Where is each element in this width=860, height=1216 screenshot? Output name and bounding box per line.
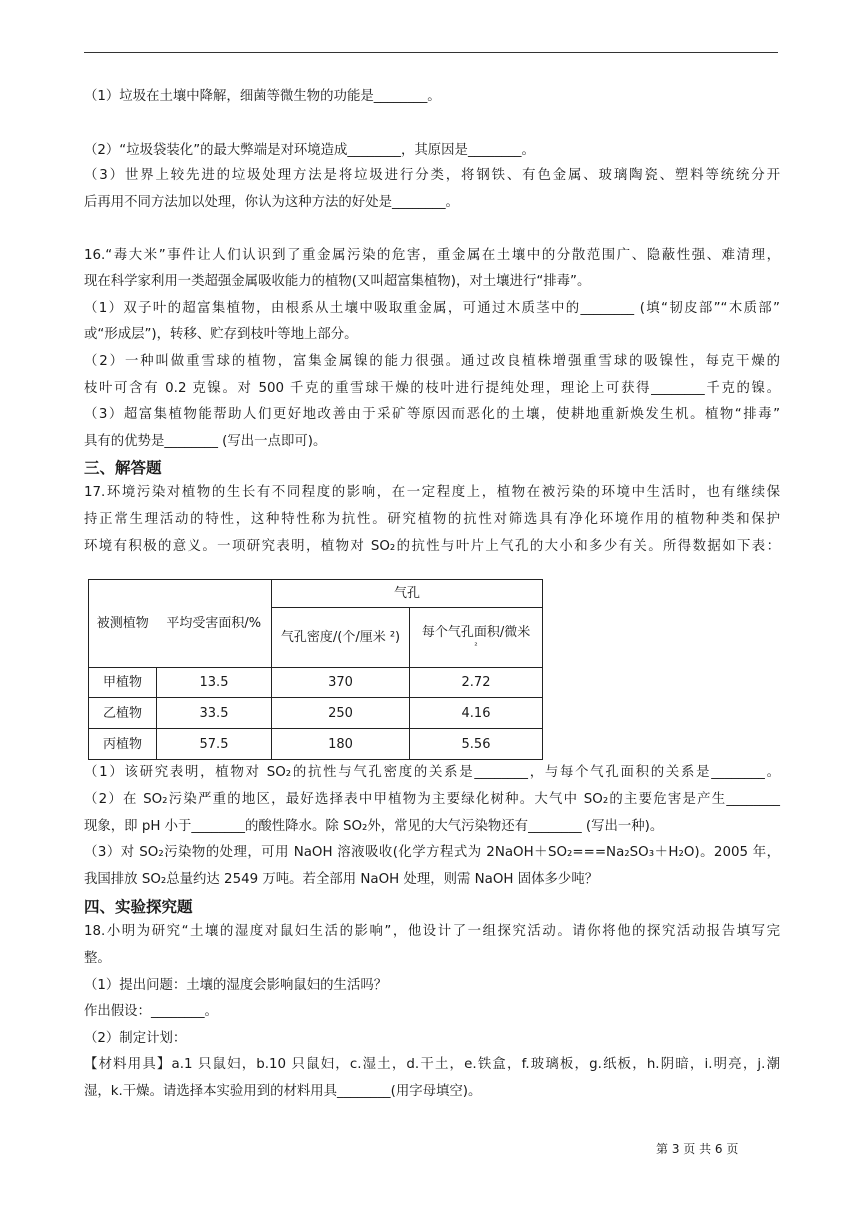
q18-materials-line2: 湿，k.干燥。请选择本实验用到的材料用具________(用字母填空)。: [84, 1084, 482, 1099]
q15-part2: （2）“垃圾袋装化”的最大弊端是对环境造成________，其原因是________。: [84, 143, 535, 158]
q17-part3-line2: 我国排放 SO₂总量约达 2549 万吨。若全部用 NaOH 处理，则需 NaOH 固体多少吨？: [84, 872, 599, 887]
header-stomata-density: 气孔密度/(个/厘米 ²): [272, 608, 410, 668]
cell-each-area: 5.56: [410, 729, 543, 760]
q17-stem-line3: 环境有积极的意义。一项研究表明，植物对 SO₂的抗性与叶片上气孔的大小和多少有关。所得数据如下表：: [84, 539, 780, 554]
cell-density: 250: [272, 698, 410, 729]
page-number: 第 3 页 共 6 页: [656, 1142, 739, 1156]
cell-each-area: 4.16: [410, 698, 543, 729]
q16-stem-line1: 16.“毒大米”事件让人们认识到了重金属污染的危害，重金属在土壤中的分散范围广、隐蔽性强、难清理，: [84, 248, 780, 263]
cell-damage-area: 13.5: [157, 668, 272, 698]
q18-materials-line1: 【材料用具】a.1 只鼠妇，b.10 只鼠妇，c.湿土，d.干土，e.铁盒，f.玻璃板，g.纸板，h.阴暗，i.明亮，j.潮: [84, 1057, 780, 1072]
cell-damage-area: 57.5: [157, 729, 272, 760]
stomata-data-table: [88, 579, 543, 760]
header-plant: 被测植物: [89, 580, 157, 668]
q18-stem-line1: 18.小明为研究“土壤的湿度对鼠妇生活的影响”，他设计了一组探究活动。请你将他的探究活动报告填写完: [84, 924, 780, 939]
q16-part2-line1: （2）一种叫做重雪球的植物，富集金属镍的能力很强。通过改良植株增强重雪球的吸镍性，每克干燥的: [84, 354, 780, 369]
q15-part3-line2: 后再用不同方法加以处理，你认为这种方法的好处是________。: [84, 195, 459, 210]
q18-stem-line2: 整。: [84, 951, 111, 966]
q17-stem-line1: 17.环境污染对植物的生长有不同程度的影响，在一定程度上，植物在被污染的环境中生活时，也有继续保: [84, 485, 780, 500]
cell-plant: 丙植物: [89, 729, 157, 760]
q17-part2-line2: 现象，即 pH 小于________的酸性降水。除 SO₂外，常见的大气污染物还有________ (写出一种)。: [84, 819, 664, 834]
cell-density: 180: [272, 729, 410, 760]
cell-plant: 乙植物: [89, 698, 157, 729]
header-damage-area: 平均受害面积/%: [157, 580, 272, 668]
header-stomata: 气孔: [272, 580, 543, 608]
header-stomata-each-area: 每个气孔面积/微米 ²: [410, 608, 543, 668]
q17-stem-line2: 持正常生理活动的特性，这种特性称为抗性。研究植物的抗性对筛选具有净化环境作用的植物种类和保护: [84, 512, 780, 527]
q16-stem-line2: 现在科学家利用一类超强金属吸收能力的植物(又叫超富集植物)，对土壤进行“排毒”。: [84, 274, 591, 289]
q15-part1: （1）垃圾在土壤中降解，细菌等微生物的功能是________。: [84, 89, 441, 104]
q16-part1-line1: （1）双子叶的超富集植物，由根系从土壤中吸取重金属，可通过木质茎中的________ (填“韧皮部”“木质部”: [84, 301, 780, 316]
q16-part3-line2: 具有的优势是________ (写出一点即可)。: [84, 434, 327, 449]
cell-density: 370: [272, 668, 410, 698]
cell-damage-area: 33.5: [157, 698, 272, 729]
table-row: [89, 668, 543, 698]
cell-plant: 甲植物: [89, 668, 157, 698]
header-rule: [84, 52, 778, 53]
section-heading-experiment: 四、实验探究题: [84, 898, 193, 916]
q15-part3-line1: （3）世界上较先进的垃圾处理方法是将垃圾进行分类，将钢铁、有色金属、玻璃陶瓷、塑料等统统分开: [84, 168, 780, 183]
q16-part2-line2: 枝叶可含有 0.2 克镍。对 500 千克的重雪球干燥的枝叶进行提纯处理，理论上可获得________千克的镍。: [84, 381, 780, 396]
table-row: [89, 698, 543, 729]
q17-part1: （1）该研究表明，植物对 SO₂的抗性与气孔密度的关系是________，与每个气孔面积的关系是________。: [84, 765, 780, 780]
q18-part2-title: （2）制定计划：: [84, 1031, 187, 1046]
section-heading-answers: 三、解答题: [84, 459, 162, 477]
table-row: [89, 729, 543, 760]
cell-each-area: 2.72: [410, 668, 543, 698]
q16-part1-line2: 或“形成层”)，转移、贮存到枝叶等地上部分。: [84, 327, 358, 342]
q18-part1-hypothesis: 作出假设：________。: [84, 1004, 218, 1019]
q17-part3-line1: （3）对 SO₂污染物的处理，可用 NaOH 溶液吸收(化学方程式为 2NaOH＋SO₂===Na₂SO₃＋H₂O)。2005 年，: [84, 845, 780, 860]
q18-part1-question: （1）提出问题：土壤的湿度会影响鼠妇的生活吗？: [84, 978, 388, 993]
q17-part2-line1: （2）在 SO₂污染严重的地区，最好选择表中甲植物为主要绿化树种。大气中 SO₂的主要危害是产生________: [84, 792, 780, 807]
q16-part3-line1: （3）超富集植物能帮助人们更好地改善由于采矿等原因而恶化的土壤，使耕地重新焕发生机。植物“排毒”: [84, 407, 780, 422]
